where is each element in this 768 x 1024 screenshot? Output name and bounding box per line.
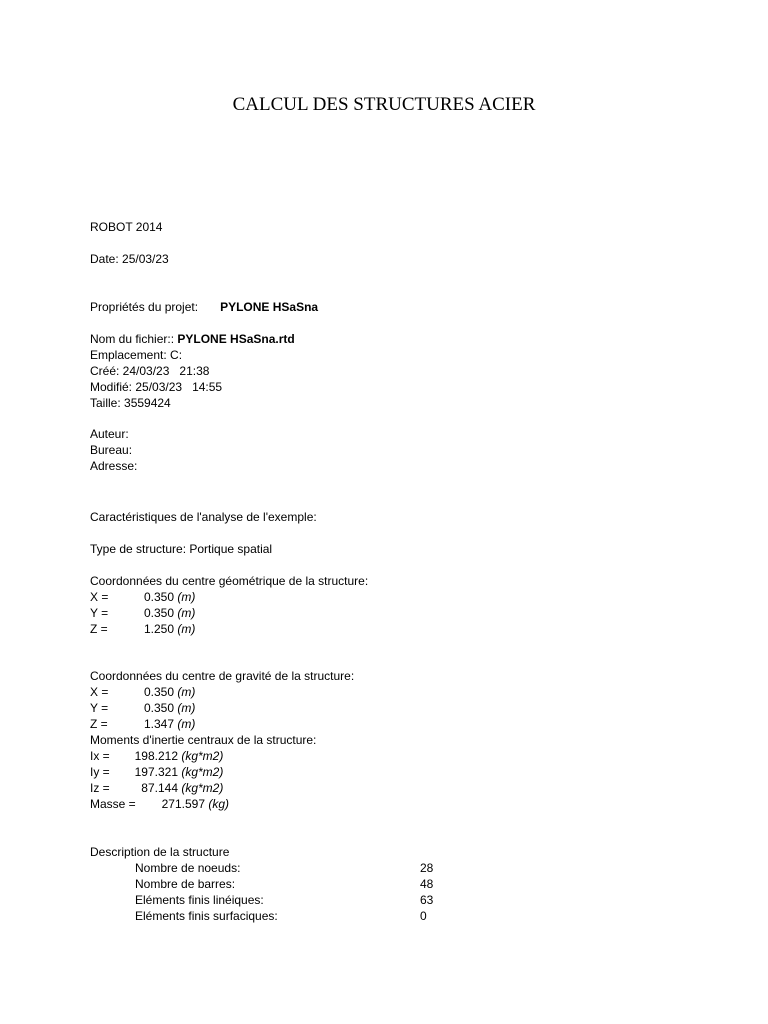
project-name: PYLONE HSaSna	[220, 300, 319, 314]
gravity-center-row	[90, 684, 195, 700]
description-row	[90, 860, 433, 876]
description-row	[90, 876, 433, 892]
address-field: Adresse:	[90, 459, 138, 473]
gravity-center-row	[90, 716, 195, 732]
geometric-center-heading: Coordonnées du centre géométrique de la structure:	[90, 574, 369, 588]
project-properties	[90, 299, 318, 315]
description-value: 28	[420, 861, 434, 875]
report-date: Date: 25/03/23	[90, 252, 169, 266]
mass-unit: (kg)	[208, 797, 230, 811]
description-value: 48	[420, 877, 434, 891]
inertia-row	[90, 764, 223, 780]
coord-label: Y =	[90, 606, 109, 620]
mass-row	[90, 796, 229, 812]
coord-unit: (m)	[177, 717, 196, 731]
coord-unit: (m)	[177, 606, 196, 620]
description-value: 0	[420, 909, 427, 923]
analysis-heading: Caractéristiques de l'analyse de l'exemple:	[90, 510, 317, 524]
document-title: CALCUL DES STRUCTURES ACIER	[232, 94, 536, 115]
inertia-unit: (kg*m2)	[181, 749, 224, 763]
description-heading: Description de la structure	[90, 845, 230, 859]
file-name-line	[90, 331, 295, 347]
coord-value: 1.347	[143, 717, 174, 731]
inertia-heading: Moments d'inertie centraux de la structure:	[90, 733, 317, 747]
coord-label: X =	[90, 685, 109, 699]
inertia-unit: (kg*m2)	[181, 781, 224, 795]
coord-unit: (m)	[177, 622, 196, 636]
inertia-row	[90, 748, 223, 764]
coord-value: 1.250	[143, 622, 174, 636]
inertia-row	[90, 780, 223, 796]
geometric-center-row	[90, 589, 195, 605]
file-created: Créé: 24/03/23 21:38	[90, 364, 210, 378]
geometric-center-row	[90, 621, 195, 637]
coord-label: Y =	[90, 701, 109, 715]
inertia-label: Iz =	[90, 781, 110, 795]
inertia-value: 198.212	[134, 749, 178, 763]
software-version: ROBOT 2014	[90, 220, 163, 234]
description-label: Eléments finis linéiques:	[135, 893, 264, 907]
coord-value: 0.350	[143, 606, 174, 620]
gravity-center-heading: Coordonnées du centre de gravité de la structure:	[90, 669, 355, 683]
coord-unit: (m)	[177, 701, 196, 715]
office-field: Bureau:	[90, 443, 133, 457]
inertia-label: Ix =	[90, 749, 110, 763]
geometric-center-row	[90, 605, 195, 621]
description-label: Nombre de barres:	[135, 877, 236, 891]
description-label: Eléments finis surfaciques:	[135, 909, 278, 923]
coord-label: X =	[90, 590, 109, 604]
file-modified: Modifié: 25/03/23 14:55	[90, 380, 223, 394]
inertia-label: Iy =	[90, 765, 110, 779]
description-label: Nombre de noeuds:	[135, 861, 241, 875]
description-row	[90, 908, 427, 924]
coord-value: 0.350	[143, 701, 174, 715]
file-size: Taille: 3559424	[90, 396, 171, 410]
coord-unit: (m)	[177, 590, 196, 604]
structure-type: Type de structure: Portique spatial	[90, 542, 273, 556]
inertia-value: 87.144	[141, 781, 178, 795]
file-location: Emplacement: C:	[90, 348, 183, 362]
project-label: Propriétés du projet:	[90, 300, 199, 314]
coord-value: 0.350	[143, 590, 174, 604]
coord-label: Z =	[90, 622, 108, 636]
coord-unit: (m)	[177, 685, 196, 699]
description-row	[90, 892, 433, 908]
gravity-center-row	[90, 700, 195, 716]
file-name-value: PYLONE HSaSna.rtd	[177, 332, 295, 346]
mass-value: 271.597	[161, 797, 205, 811]
description-value: 63	[420, 893, 434, 907]
coord-label: Z =	[90, 717, 108, 731]
mass-label: Masse =	[90, 797, 136, 811]
inertia-unit: (kg*m2)	[181, 765, 224, 779]
file-name-label: Nom du fichier::	[90, 332, 175, 346]
coord-value: 0.350	[143, 685, 174, 699]
author-field: Auteur:	[90, 427, 129, 441]
inertia-value: 197.321	[134, 765, 178, 779]
